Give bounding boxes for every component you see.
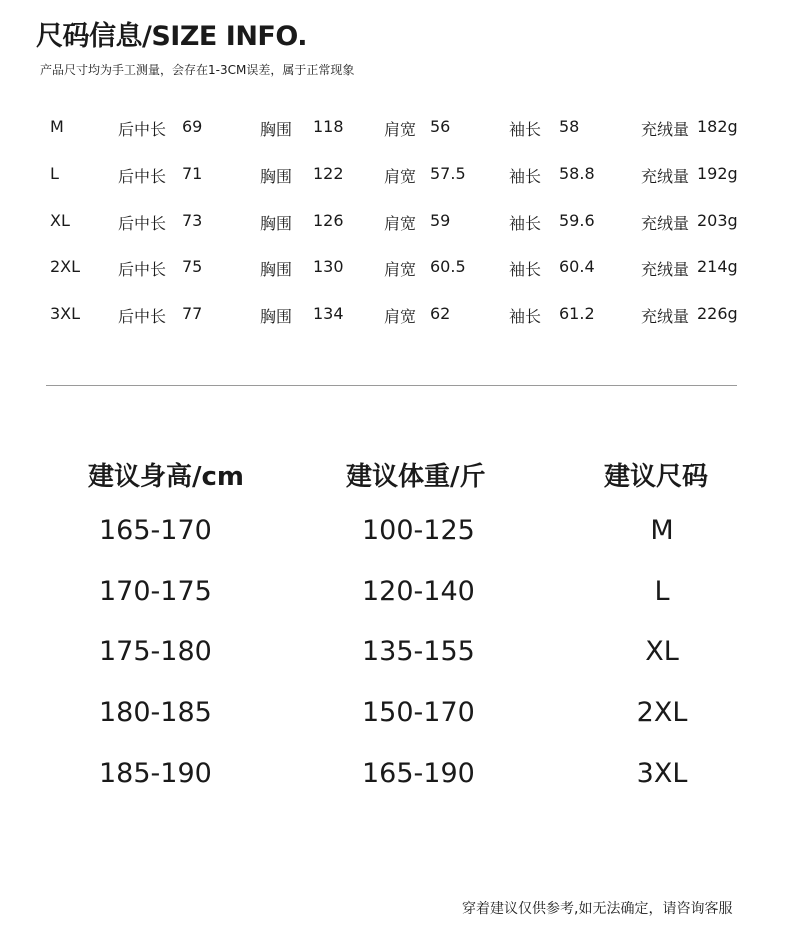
chest-value: 126 [313,211,344,230]
page-title: 尺码信息/SIZE INFO. [36,21,307,52]
shoulder-value: 56 [430,117,451,136]
fill-label: 充绒量 [641,120,690,139]
fill-value: 226g [697,304,738,323]
back-length-label: 后中长 [118,167,167,186]
back-length-label: 后中长 [118,120,167,139]
back-length-value: 69 [182,117,203,136]
size-label: L [50,164,59,183]
sleeve-value: 61.2 [559,304,595,323]
shoulder-label: 肩宽 [384,214,417,233]
recommendation-row [0,636,790,672]
shoulder-value: 59 [430,211,451,230]
chest-value: 122 [313,164,344,183]
recommended-size: L [654,576,670,607]
fill-label: 充绒量 [641,167,690,186]
sleeve-label: 袖长 [509,260,542,279]
footer-note: 穿着建议仅供参考,如无法确定，请咨询客服 [462,901,733,917]
back-length-label: 后中长 [118,214,167,233]
chest-label: 胸围 [260,260,293,279]
recommendation-row [0,758,790,794]
recommendation-row [0,576,790,612]
chest-label: 胸围 [260,214,293,233]
recommended-height-header: 建议身高/cm [88,462,245,492]
height-range: 180-185 [99,697,212,728]
shoulder-label: 肩宽 [384,120,417,139]
size-row [0,304,790,328]
weight-range: 165-190 [362,758,475,789]
shoulder-label: 肩宽 [384,307,417,326]
fill-label: 充绒量 [641,214,690,233]
fill-value: 182g [697,117,738,136]
height-range: 185-190 [99,758,212,789]
sleeve-value: 59.6 [559,211,595,230]
back-length-label: 后中长 [118,260,167,279]
recommended-size: XL [645,636,679,667]
fill-value: 203g [697,211,738,230]
sleeve-value: 58.8 [559,164,595,183]
recommended-size: 2XL [636,697,688,728]
size-row [0,211,790,235]
chest-label: 胸围 [260,167,293,186]
back-length-value: 77 [182,304,203,323]
chest-value: 118 [313,117,344,136]
recommended-size: 3XL [636,758,688,789]
back-length-value: 73 [182,211,203,230]
section-divider [46,385,737,386]
chest-value: 130 [313,257,344,276]
chest-label: 胸围 [260,307,293,326]
chest-value: 134 [313,304,344,323]
recommendation-row [0,515,790,551]
sleeve-label: 袖长 [509,167,542,186]
weight-range: 150-170 [362,697,475,728]
recommended-size: M [650,515,674,546]
height-range: 170-175 [99,576,212,607]
weight-range: 100-125 [362,515,475,546]
fill-value: 192g [697,164,738,183]
shoulder-value: 62 [430,304,451,323]
size-row [0,164,790,188]
shoulder-value: 60.5 [430,257,466,276]
recommended-weight-header: 建议体重/斤 [346,462,486,492]
sleeve-label: 袖长 [509,120,542,139]
sleeve-value: 58 [559,117,580,136]
size-row [0,117,790,141]
recommended-size-header: 建议尺码 [604,462,709,492]
height-range: 175-180 [99,636,212,667]
recommendation-row [0,697,790,733]
fill-label: 充绒量 [641,260,690,279]
weight-range: 135-155 [362,636,475,667]
size-label: 2XL [50,257,81,276]
measurement-note: 产品尺寸均为手工测量，会存在1-3CM误差，属于正常现象 [40,63,355,77]
shoulder-value: 57.5 [430,164,466,183]
size-label: 3XL [50,304,81,323]
sleeve-label: 袖长 [509,307,542,326]
shoulder-label: 肩宽 [384,167,417,186]
sleeve-value: 60.4 [559,257,595,276]
back-length-label: 后中长 [118,307,167,326]
back-length-value: 71 [182,164,203,183]
sleeve-label: 袖长 [509,214,542,233]
size-label: M [50,117,64,136]
weight-range: 120-140 [362,576,475,607]
size-row [0,257,790,281]
back-length-value: 75 [182,257,203,276]
height-range: 165-170 [99,515,212,546]
fill-label: 充绒量 [641,307,690,326]
size-label: XL [50,211,70,230]
fill-value: 214g [697,257,738,276]
shoulder-label: 肩宽 [384,260,417,279]
chest-label: 胸围 [260,120,293,139]
